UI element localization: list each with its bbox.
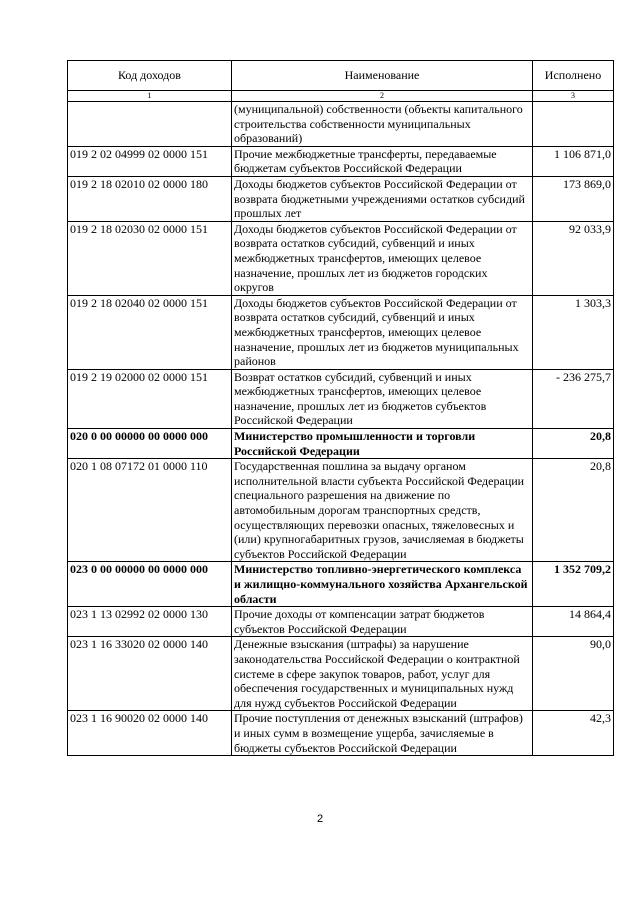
column-number: 2 <box>232 91 533 102</box>
code-cell: 020 0 00 00000 00 0000 000 <box>68 429 232 459</box>
table-row <box>68 607 614 637</box>
name-cell: Прочие поступления от денежных взысканий (штрафов) и иных сумм в возмещение ущерба, зачисляемые в бюджеты субъектов Российской Федерации <box>232 711 533 756</box>
name-cell: Доходы бюджетов субъектов Российской Федерации от возврата остатков субсидий, субвенций и иных межбюджетных трансфертов, имеющих целевое назначение, прошлых лет из бюджетов муниципальных районов <box>232 295 533 369</box>
name-cell: Прочие доходы от компенсации затрат бюджетов субъектов Российской Федерации <box>232 607 533 637</box>
code-cell: 019 2 02 04999 02 0000 151 <box>68 146 232 176</box>
code-cell: 020 1 08 07172 01 0000 110 <box>68 459 232 562</box>
code-cell: 019 2 18 02010 02 0000 180 <box>68 176 232 221</box>
code-cell: 023 0 00 00000 00 0000 000 <box>68 562 232 607</box>
amount-cell: 14 864,4 <box>533 607 614 637</box>
amount-cell: 20,8 <box>533 429 614 459</box>
header-executed: Исполнено <box>533 61 614 91</box>
name-cell: Денежные взыскания (штрафы) за нарушение законодательства Российской Федерации о контрактной системе в сфере закупок товаров, работ, услуг для обеспечения государственных и муниципальных нужд для нужд субъектов Российской Федерации <box>232 637 533 711</box>
code-cell: 023 1 13 02992 02 0000 130 <box>68 607 232 637</box>
header-name: Наименование <box>232 61 533 91</box>
amount-cell: 42,3 <box>533 711 614 756</box>
amount-cell: 1 352 709,2 <box>533 562 614 607</box>
amount-cell: 90,0 <box>533 637 614 711</box>
column-number: 3 <box>533 91 614 102</box>
table-row <box>68 429 614 459</box>
amount-cell <box>533 102 614 147</box>
amount-cell: 20,8 <box>533 459 614 562</box>
table-row <box>68 459 614 562</box>
code-cell <box>68 102 232 147</box>
name-cell: Министерство топливно-энергетического комплекса и жилищно-коммунального хозяйства Архангельской области <box>232 562 533 607</box>
table-body <box>68 102 614 756</box>
name-cell: (муниципальной) собственности (объекты капитального строительства собственности муниципальных образований) <box>232 102 533 147</box>
name-cell: Доходы бюджетов субъектов Российской Федерации от возврата бюджетными учреждениями остатков субсидий прошлых лет <box>232 176 533 221</box>
name-cell: Прочие межбюджетные трансферты, передаваемые бюджетам субъектов Российской Федерации <box>232 146 533 176</box>
amount-cell: 92 033,9 <box>533 221 614 295</box>
table-row <box>68 562 614 607</box>
header-code: Код доходов <box>68 61 232 91</box>
code-cell: 019 2 18 02040 02 0000 151 <box>68 295 232 369</box>
table-row <box>68 221 614 295</box>
amount-cell: 173 869,0 <box>533 176 614 221</box>
column-number: 1 <box>68 91 232 102</box>
name-cell: Государственная пошлина за выдачу органом исполнительной власти субъекта Российской Федерации специального разрешения на движение по автомобильным дорогам транспортных средств, осуществляющих перевозки опасных, тяжеловесных и (или) крупногабаритных грузов, зачисляемая в бюджеты субъектов Российской Федерации <box>232 459 533 562</box>
code-cell: 019 2 18 02030 02 0000 151 <box>68 221 232 295</box>
column-numbers-row <box>68 91 614 102</box>
code-cell: 023 1 16 33020 02 0000 140 <box>68 637 232 711</box>
table-row <box>68 146 614 176</box>
amount-cell: 1 106 871,0 <box>533 146 614 176</box>
code-cell: 019 2 19 02000 02 0000 151 <box>68 369 232 428</box>
name-cell: Возврат остатков субсидий, субвенций и иных межбюджетных трансфертов, имеющих целевое назначение, прошлых лет из бюджетов субъектов Российской Федерации <box>232 369 533 428</box>
table-row <box>68 295 614 369</box>
table-row <box>68 176 614 221</box>
table-header-row <box>68 61 614 91</box>
amount-cell: - 236 275,7 <box>533 369 614 428</box>
page-number: 2 <box>316 813 324 825</box>
amount-cell: 1 303,3 <box>533 295 614 369</box>
code-cell: 023 1 16 90020 02 0000 140 <box>68 711 232 756</box>
table-row <box>68 369 614 428</box>
table-row <box>68 102 614 147</box>
name-cell: Доходы бюджетов субъектов Российской Федерации от возврата остатков субсидий, субвенций и иных межбюджетных трансфертов, имеющих целевое назначение, прошлых лет из бюджетов городских округов <box>232 221 533 295</box>
table-row <box>68 637 614 711</box>
income-table <box>67 60 614 756</box>
table-row <box>68 711 614 756</box>
name-cell: Министерство промышленности и торговли Российской Федерации <box>232 429 533 459</box>
